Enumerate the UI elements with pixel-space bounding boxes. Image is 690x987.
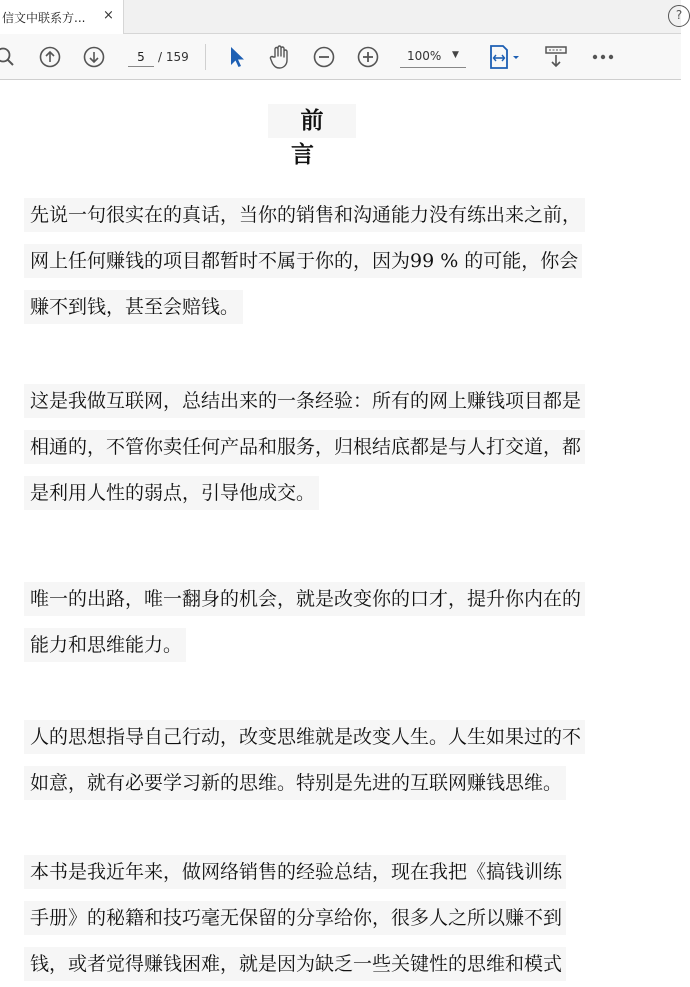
tab-strip: [0, 0, 681, 34]
zoom-in-icon[interactable]: [357, 46, 379, 68]
close-icon[interactable]: ×: [103, 8, 114, 23]
paragraph: [24, 714, 654, 806]
text-line: 先说一句很实在的真话，当你的销售和沟通能力没有练出来之前，: [24, 198, 585, 232]
text-line: 手册》的秘籍和技巧毫无保留的分享给你，很多人之所以赚不到: [24, 901, 566, 935]
text-line: 如意，就有必要学习新的思维。特别是先进的互联网赚钱思维。: [24, 766, 566, 800]
zoom-select[interactable]: [400, 46, 466, 68]
text-line: 网上任何赚钱的项目都暂时不属于你的，因为99 % 的可能，你会: [24, 244, 582, 278]
text-line: 赚不到钱，甚至会赔钱。: [24, 290, 243, 324]
text-line: 钱，或者觉得赚钱困难，就是因为缺乏一些关键性的思维和模式: [24, 947, 566, 981]
zoom-value: 100%: [407, 49, 442, 63]
more-icon[interactable]: [592, 53, 614, 61]
arrow-down-circle-icon[interactable]: [83, 46, 105, 68]
paragraph: [24, 576, 654, 668]
page-number-input[interactable]: 5: [128, 48, 154, 67]
page-total: / 159: [158, 50, 189, 64]
text-line: 唯一的出路，唯一翻身的机会，就是改变你的口才，提升你内在的: [24, 582, 585, 616]
text-line: 人的思想指导自己行动，改变思维就是改变人生。人生如果过的不: [24, 720, 585, 754]
hand-icon[interactable]: [268, 44, 292, 70]
document-tab[interactable]: [0, 0, 124, 34]
chevron-down-icon: ▼: [452, 50, 459, 60]
document-page: [0, 80, 681, 975]
arrow-up-circle-icon[interactable]: [39, 46, 61, 68]
paragraph: [24, 378, 654, 516]
zoom-out-icon[interactable]: [313, 46, 335, 68]
paragraph: [24, 849, 654, 987]
paragraph: [24, 192, 654, 330]
page-title: 前言: [268, 104, 356, 138]
toolbar-divider: [205, 44, 206, 70]
text-line: 是利用人性的弱点，引导他成交。: [24, 476, 319, 510]
text-line: 这是我做互联网，总结出来的一条经验：所有的网上赚钱项目都是: [24, 384, 585, 418]
text-line: 能力和思维能力。: [24, 628, 186, 662]
pointer-icon[interactable]: [228, 45, 246, 69]
tab-title: 信文中联系方...: [2, 11, 86, 25]
text-line: 相通的，不管你卖任何产品和服务，归根结底都是与人打交道，都: [24, 430, 585, 464]
toolbar: [0, 34, 681, 80]
fit-page-icon[interactable]: [488, 44, 524, 70]
search-icon[interactable]: [0, 46, 16, 68]
text-line: 本书是我近年来，做网络销售的经验总结，现在我把《搞钱训练: [24, 855, 566, 889]
help-icon[interactable]: ?: [668, 5, 690, 27]
scroll-mode-icon[interactable]: [544, 44, 568, 70]
